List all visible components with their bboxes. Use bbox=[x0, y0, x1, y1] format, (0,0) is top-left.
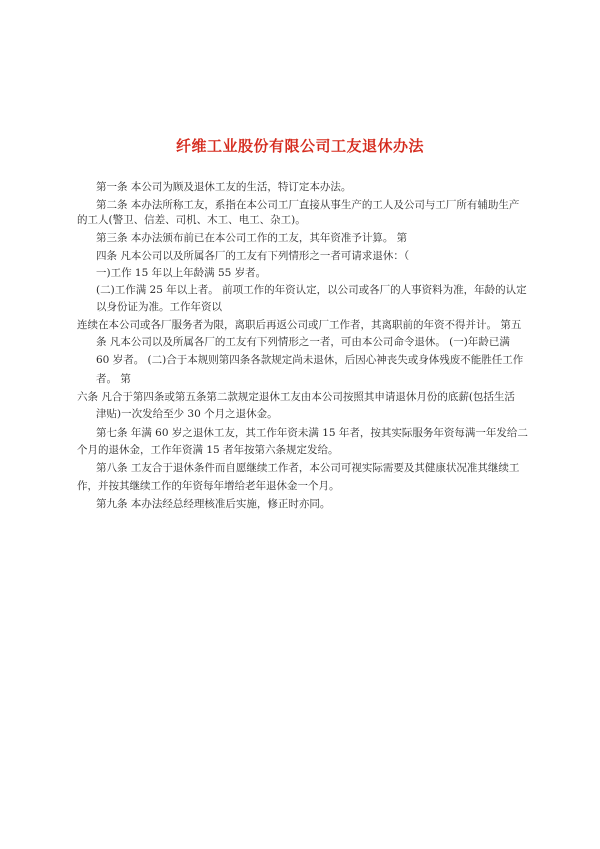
article-6-line-1: 六条 凡合于第四条或第五条第二款规定退休工友由本公司按照其申请退休月份的底薪(包括生活 bbox=[77, 391, 515, 403]
article-4-line-2: 一)工作 15 年以上年龄满 55 岁者。 bbox=[96, 267, 267, 279]
article-7-line-2: 个月的退休金，工作年资满 15 者年按第六条规定发给。 bbox=[77, 444, 339, 456]
article-9-line: 第九条 本办法经总经理核准后实施，修正时亦同。 bbox=[96, 498, 331, 510]
document-title: 纤维工业股份有限公司工友退休办法 bbox=[175, 137, 424, 155]
article-5-line-1: 条 凡本公司以及所属各厂的工友有下列情形之一者，可由本公司命令退休。 (一)年龄已满 bbox=[96, 336, 510, 348]
article-2-line-1: 第二条 本办法所称工友，系指在本公司工厂直接从事生产的工人及公司与工厂所有辅助生产 bbox=[96, 199, 520, 211]
article-8-line-1: 第八条 工友合于退休条件而自愿继续工作者，本公司可视实际需要及其健康状况准其继续工 bbox=[96, 462, 520, 474]
article-8-line-2: 作，并按其继续工作的年资每年增给老年退休金一个月。 bbox=[77, 480, 340, 492]
article-1-line: 第一条 本公司为顾及退休工友的生活，特订定本办法。 bbox=[96, 181, 352, 193]
article-3-line: 第三条 本办法颁布前已在本公司工作的工友，其年资准予计算。 第 bbox=[96, 232, 408, 244]
article-6-line-2: 津贴)一次发给至少 30 个月之退休金。 bbox=[96, 408, 278, 420]
article-2-line-2: 的工人(警卫、信差、司机、木工、电工、杂工)。 bbox=[77, 214, 306, 226]
article-5-line-2: 60 岁者。 (二)合于本规则第四条各款规定尚未退休，后因心神丧失或身体残废不能胜任工作 bbox=[96, 354, 524, 366]
article-7-line-1: 第七条 年满 60 岁之退休工友，其工作年资未满 15 年者，按其实际服务年资每满一年发给二 bbox=[96, 427, 528, 439]
article-4-line-4: 以身份证为准。工作年资以 bbox=[96, 301, 222, 313]
article-4-line-1: 四条 凡本公司以及所属各厂的工友有下列情形之一者可请求退休：（ bbox=[96, 250, 410, 262]
article-4-line-3: (二)工作满 25 年以上者。 前项工作的年资认定，以公司或各厂的人事资料为准，年龄的认定 bbox=[96, 284, 527, 296]
article-5-line-3: 者。 第 bbox=[96, 373, 131, 385]
article-4-line-5: 连续在本公司或各厂服务者为限，离职后再返公司或厂工作者，其离职前的年资不得并计。 第五 bbox=[77, 319, 522, 331]
